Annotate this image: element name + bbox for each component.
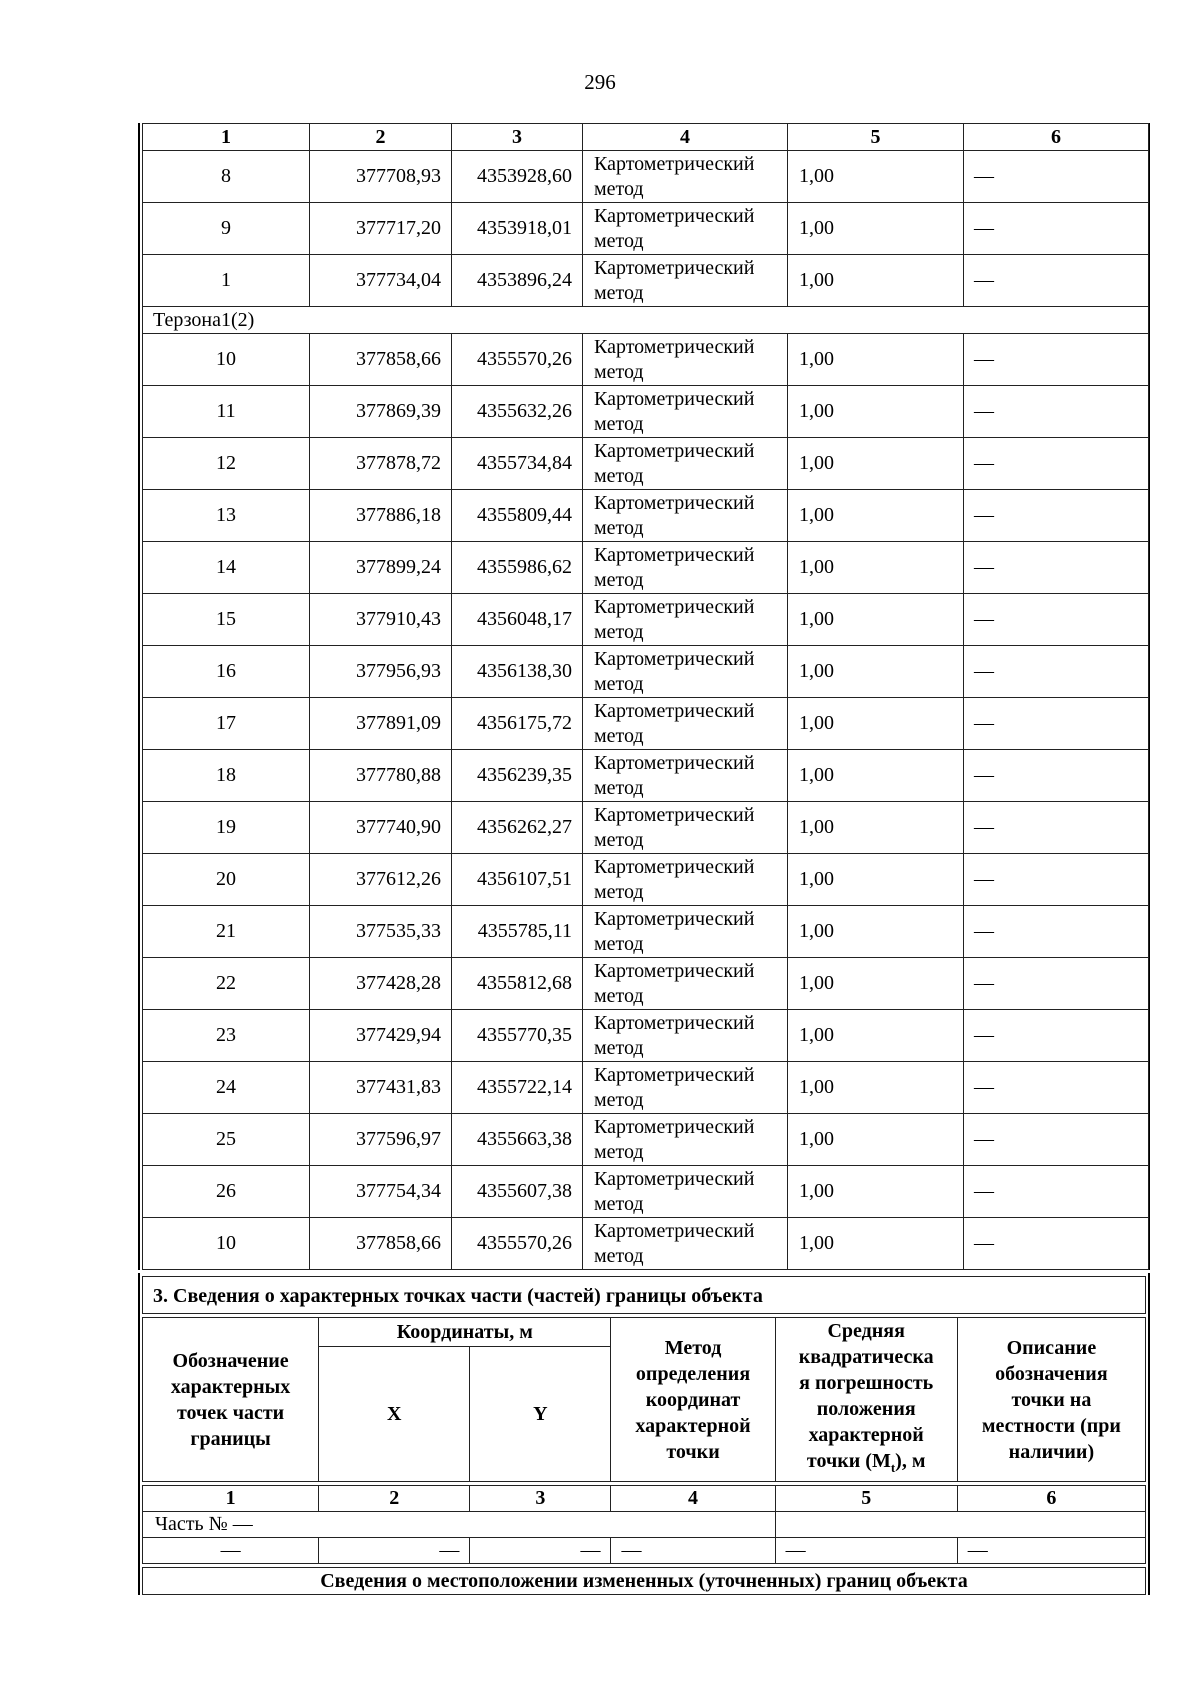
coord-y: 4356048,17 <box>452 594 583 646</box>
description: — <box>964 490 1149 542</box>
accuracy: 1,00 <box>788 750 964 802</box>
coord-x: 377708,93 <box>310 151 452 203</box>
section-label-row <box>143 307 1149 334</box>
header-y: Y <box>470 1347 611 1482</box>
accuracy: 1,00 <box>788 1010 964 1062</box>
table-row <box>143 854 1149 906</box>
point-number: 10 <box>143 334 310 386</box>
accuracy: 1,00 <box>788 490 964 542</box>
coord-x: 377535,33 <box>310 906 452 958</box>
accuracy: 1,00 <box>788 255 964 307</box>
header-coordinates: Координаты, м <box>319 1318 611 1347</box>
table-row <box>143 750 1149 802</box>
method: Картометрический метод <box>583 698 788 750</box>
description: — <box>964 1062 1149 1114</box>
point-number: 15 <box>143 594 310 646</box>
method: Картометрический метод <box>583 1166 788 1218</box>
coord-y: 4353928,60 <box>452 151 583 203</box>
method: Картометрический метод <box>583 594 788 646</box>
section3-frame <box>138 1273 1150 1595</box>
point-number: 24 <box>143 1062 310 1114</box>
part-label: Часть № — <box>143 1512 776 1538</box>
section3-body-table <box>142 1485 1146 1564</box>
method: Картометрический метод <box>583 438 788 490</box>
coord-x: 377886,18 <box>310 490 452 542</box>
description: — <box>964 386 1149 438</box>
table-row <box>143 698 1149 750</box>
method: Картометрический метод <box>583 1114 788 1166</box>
table-row <box>143 490 1149 542</box>
coord-x: 377891,09 <box>310 698 452 750</box>
accuracy: 1,00 <box>788 1166 964 1218</box>
description: — <box>964 1114 1149 1166</box>
table-row <box>143 386 1149 438</box>
coord-y: 4355570,26 <box>452 334 583 386</box>
method: Картометрический метод <box>583 750 788 802</box>
description: — <box>964 750 1149 802</box>
col-header-3: 3 <box>452 124 583 151</box>
point-number: 25 <box>143 1114 310 1166</box>
coord-y: 4356107,51 <box>452 854 583 906</box>
accuracy: 1,00 <box>788 1114 964 1166</box>
method: Картометрический метод <box>583 151 788 203</box>
point-number: 9 <box>143 203 310 255</box>
description: — <box>964 334 1149 386</box>
point-number: 8 <box>143 151 310 203</box>
table-row <box>143 802 1149 854</box>
coord-x: 377956,93 <box>310 646 452 698</box>
point-number: 19 <box>143 802 310 854</box>
method: Картометрический метод <box>583 386 788 438</box>
table-row <box>143 1166 1149 1218</box>
coord-x: 377910,43 <box>310 594 452 646</box>
coordinates-table <box>142 123 1149 1270</box>
table-row <box>143 646 1149 698</box>
coord-y: 4356138,30 <box>452 646 583 698</box>
point-number: 16 <box>143 646 310 698</box>
coordinates-table-frame <box>138 123 1150 1270</box>
header-point-designation: Обозначение характерных точек части границы <box>143 1318 319 1482</box>
description: — <box>964 438 1149 490</box>
section3-dash-row: — — — — — — <box>143 1538 1146 1564</box>
coord-x: 377869,39 <box>310 386 452 438</box>
point-number: 12 <box>143 438 310 490</box>
method: Картометрический метод <box>583 542 788 594</box>
description: — <box>964 958 1149 1010</box>
table-row <box>143 334 1149 386</box>
table-row <box>143 203 1149 255</box>
coord-y: 4355722,14 <box>452 1062 583 1114</box>
point-number: 11 <box>143 386 310 438</box>
coord-x: 377429,94 <box>310 1010 452 1062</box>
point-number: 1 <box>143 255 310 307</box>
coord-x: 377899,24 <box>310 542 452 594</box>
coord-y: 4355986,62 <box>452 542 583 594</box>
description: — <box>964 906 1149 958</box>
table-row <box>143 151 1149 203</box>
description: — <box>964 802 1149 854</box>
table-row <box>143 438 1149 490</box>
method: Картометрический метод <box>583 203 788 255</box>
table-row <box>143 255 1149 307</box>
accuracy: 1,00 <box>788 386 964 438</box>
accuracy: 1,00 <box>788 1062 964 1114</box>
coord-y: 4355663,38 <box>452 1114 583 1166</box>
table-header-row <box>143 124 1149 151</box>
description: — <box>964 854 1149 906</box>
coord-y: 4355809,44 <box>452 490 583 542</box>
coord-y: 4355812,68 <box>452 958 583 1010</box>
coord-y: 4355570,26 <box>452 1218 583 1270</box>
accuracy: 1,00 <box>788 854 964 906</box>
coord-x: 377754,34 <box>310 1166 452 1218</box>
method: Картометрический метод <box>583 1010 788 1062</box>
description: — <box>964 646 1149 698</box>
col-header-5: 5 <box>788 124 964 151</box>
page-number: 296 <box>584 70 616 94</box>
table-row <box>143 542 1149 594</box>
point-number: 20 <box>143 854 310 906</box>
table-row <box>143 1062 1149 1114</box>
col-header-6: 6 <box>964 124 1149 151</box>
coord-y: 4355734,84 <box>452 438 583 490</box>
accuracy: 1,00 <box>788 203 964 255</box>
accuracy: 1,00 <box>788 906 964 958</box>
description: — <box>964 542 1149 594</box>
point-number: 22 <box>143 958 310 1010</box>
coord-y: 4355607,38 <box>452 1166 583 1218</box>
accuracy: 1,00 <box>788 438 964 490</box>
section-label: Терзона1(2) <box>143 307 1149 334</box>
col-header-1: 1 <box>143 124 310 151</box>
coord-x: 377612,26 <box>310 854 452 906</box>
coord-x: 377734,04 <box>310 255 452 307</box>
accuracy: 1,00 <box>788 698 964 750</box>
coord-x: 377740,90 <box>310 802 452 854</box>
point-number: 26 <box>143 1166 310 1218</box>
point-number: 14 <box>143 542 310 594</box>
accuracy: 1,00 <box>788 646 964 698</box>
method: Картометрический метод <box>583 906 788 958</box>
point-number: 17 <box>143 698 310 750</box>
point-number: 10 <box>143 1218 310 1270</box>
coord-x: 377428,28 <box>310 958 452 1010</box>
coord-x: 377878,72 <box>310 438 452 490</box>
header-accuracy: Средняя квадратическа я погрешность положения характерной точки $(M_t)$, м <box>775 1318 957 1482</box>
coord-y: 4355785,11 <box>452 906 583 958</box>
header-x: X <box>319 1347 470 1482</box>
accuracy: 1,00 <box>788 958 964 1010</box>
table-row <box>143 906 1149 958</box>
table-row <box>143 1114 1149 1166</box>
table-row <box>143 1218 1149 1270</box>
section3-table <box>142 1317 1146 1482</box>
header-description: Описание обозначения точки на местности (при наличии) <box>957 1318 1145 1482</box>
point-number: 13 <box>143 490 310 542</box>
coord-x: 377717,20 <box>310 203 452 255</box>
point-number: 23 <box>143 1010 310 1062</box>
description: — <box>964 151 1149 203</box>
table-row <box>143 958 1149 1010</box>
method: Картометрический метод <box>583 334 788 386</box>
accuracy: 1,00 <box>788 334 964 386</box>
point-number: 21 <box>143 906 310 958</box>
coord-x: 377431,83 <box>310 1062 452 1114</box>
method: Картометрический метод <box>583 854 788 906</box>
accuracy: 1,00 <box>788 542 964 594</box>
table-row <box>143 594 1149 646</box>
section3-header-row <box>143 1318 1146 1347</box>
coord-y: 4356262,27 <box>452 802 583 854</box>
coord-x: 377858,66 <box>310 1218 452 1270</box>
description: — <box>964 594 1149 646</box>
method: Картометрический метод <box>583 1062 788 1114</box>
coord-y: 4356239,35 <box>452 750 583 802</box>
point-number: 18 <box>143 750 310 802</box>
col-header-4: 4 <box>583 124 788 151</box>
coord-x: 377858,66 <box>310 334 452 386</box>
accuracy: 1,00 <box>788 1218 964 1270</box>
boundaries-section-title: Сведения о местоположении измененных (уточненных) границ объекта <box>142 1567 1146 1595</box>
section3-number-row: 1 2 3 4 5 6 <box>143 1486 1146 1512</box>
method: Картометрический метод <box>583 1218 788 1270</box>
accuracy: 1,00 <box>788 594 964 646</box>
description: — <box>964 698 1149 750</box>
section3-title: 3. Сведения о характерных точках части (частей) границы объекта <box>142 1276 1146 1314</box>
table-row <box>143 1010 1149 1062</box>
coord-y: 4355770,35 <box>452 1010 583 1062</box>
coord-y: 4355632,26 <box>452 386 583 438</box>
col-header-2: 2 <box>310 124 452 151</box>
method: Картометрический метод <box>583 958 788 1010</box>
coord-y: 4353918,01 <box>452 203 583 255</box>
description: — <box>964 1010 1149 1062</box>
method: Картометрический метод <box>583 255 788 307</box>
coord-y: 4356175,72 <box>452 698 583 750</box>
description: — <box>964 255 1149 307</box>
coord-y: 4353896,24 <box>452 255 583 307</box>
description: — <box>964 1218 1149 1270</box>
coord-x: 377780,88 <box>310 750 452 802</box>
method: Картометрический метод <box>583 646 788 698</box>
coord-x: 377596,97 <box>310 1114 452 1166</box>
method: Картометрический метод <box>583 802 788 854</box>
accuracy: 1,00 <box>788 802 964 854</box>
description: — <box>964 203 1149 255</box>
accuracy: 1,00 <box>788 151 964 203</box>
description: — <box>964 1166 1149 1218</box>
section3-part-row <box>143 1512 1146 1538</box>
header-method: Метод определения координат характерной точки <box>611 1318 775 1482</box>
method: Картометрический метод <box>583 490 788 542</box>
